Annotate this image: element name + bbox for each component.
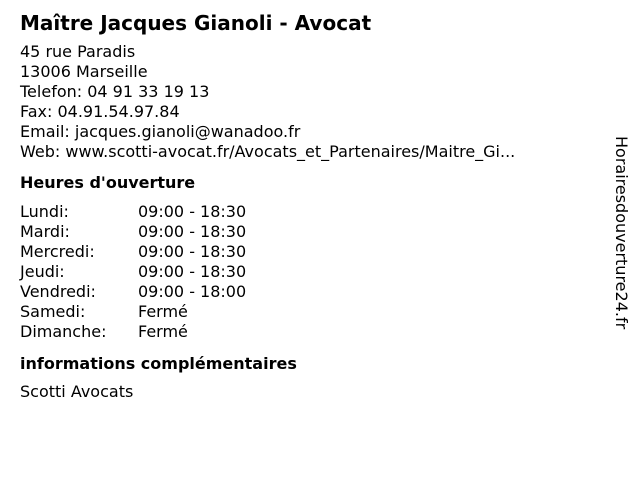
hours-row-lundi: [20, 202, 600, 222]
email-line: Email: jacques.gianoli@wanadoo.fr: [20, 122, 301, 141]
address-line-2: 13006 Marseille: [20, 62, 148, 81]
hours-row-dimanche: [20, 322, 600, 342]
time-value: 09:00 - 18:30: [138, 222, 247, 241]
address-line-1: 45 rue Paradis: [20, 42, 136, 61]
hours-row-mercredi: [20, 242, 600, 262]
day-label: Samedi:: [20, 302, 86, 321]
business-name: Maître Jacques Gianoli - Avocat: [20, 11, 372, 35]
day-label: Vendredi:: [20, 282, 96, 301]
day-label: Dimanche:: [20, 322, 107, 341]
time-value: Fermé: [138, 322, 188, 341]
day-label: Jeudi:: [20, 262, 65, 281]
time-value: 09:00 - 18:30: [138, 202, 247, 221]
fax-line: Fax: 04.91.54.97.84: [20, 102, 180, 121]
extra-info-heading: informations complémentaires: [20, 354, 297, 373]
extra-info-text: Scotti Avocats: [20, 382, 134, 401]
time-value: Fermé: [138, 302, 188, 321]
day-label: Lundi:: [20, 202, 69, 221]
hours-row-jeudi: [20, 262, 600, 282]
hours-list: [20, 202, 600, 342]
site-brand-vertical: Horairesdouverture24.fr: [612, 136, 631, 330]
hours-row-mardi: [20, 222, 600, 242]
hours-heading: Heures d'ouverture: [20, 173, 196, 192]
time-value: 09:00 - 18:00: [138, 282, 247, 301]
day-label: Mardi:: [20, 222, 70, 241]
phone-line: Telefon: 04 91 33 19 13: [20, 82, 210, 101]
day-label: Mercredi:: [20, 242, 95, 261]
business-card: [20, 9, 600, 402]
hours-row-vendredi: [20, 282, 600, 302]
web-line: Web: www.scotti-avocat.fr/Avocats_et_Partenaires/Maitre_Gi...: [20, 142, 516, 161]
time-value: 09:00 - 18:30: [138, 242, 247, 261]
hours-row-samedi: [20, 302, 600, 322]
time-value: 09:00 - 18:30: [138, 262, 247, 281]
